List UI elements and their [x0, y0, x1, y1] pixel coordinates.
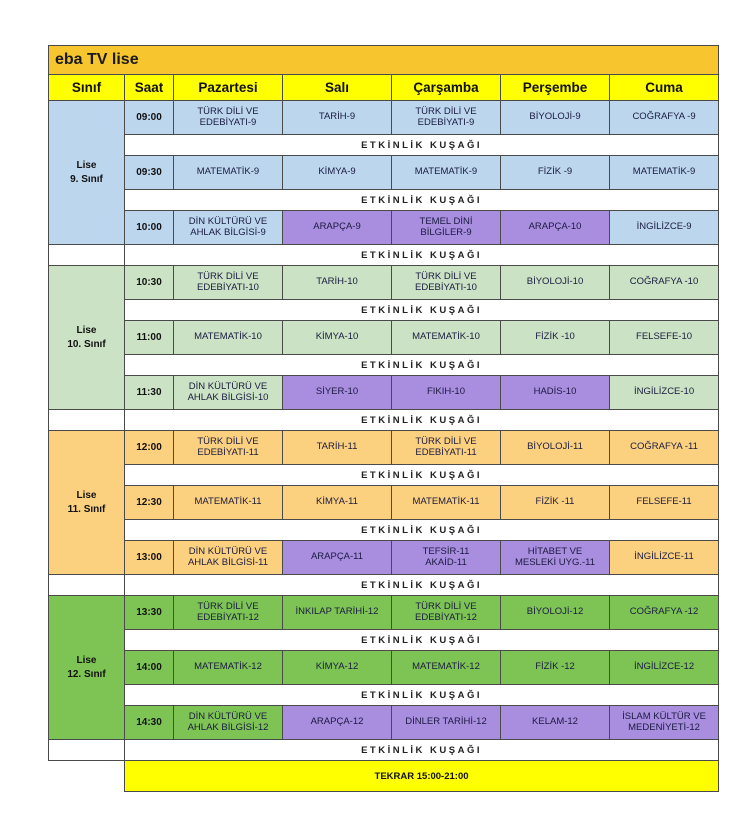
- lesson-text: EDEBİYATI-12: [415, 611, 477, 623]
- lesson-cell: [174, 211, 283, 245]
- lesson-text: KELAM-12: [532, 716, 578, 728]
- lesson-cell: [610, 486, 719, 520]
- lesson-text: BİYOLOJİ-10: [526, 276, 584, 288]
- lesson-cell: [501, 486, 610, 520]
- lesson-text: TARİH-9: [318, 111, 356, 123]
- lesson-text: TÜRK DİLİ VE: [415, 105, 477, 117]
- repeat-note: TEKRAR 15:00-21:00: [125, 761, 719, 792]
- activity-band-row: [49, 520, 719, 541]
- lesson-row: [49, 266, 719, 300]
- lesson-text: MESLEKİ UYG.-11: [514, 556, 596, 568]
- activity-band: ETKİNLİK KUŞAĞI: [125, 300, 719, 321]
- time-cell: 11:00: [125, 321, 174, 355]
- activity-band: ETKİNLİK KUŞAĞI: [125, 135, 719, 156]
- lesson-row: [49, 706, 719, 740]
- grade-label-line: 11. Sınıf: [67, 503, 106, 515]
- grade-label-line: 9. Sınıf: [70, 173, 103, 185]
- lesson-cell: [610, 431, 719, 465]
- lesson-cell: [610, 266, 719, 300]
- lesson-cell: [610, 706, 719, 740]
- lesson-text: FIKIH-10: [426, 386, 465, 398]
- lesson-text: COĞRAFYA -10: [629, 276, 699, 288]
- lesson-text: BİYOLOJİ-11: [527, 441, 583, 453]
- lesson-cell: [283, 101, 392, 135]
- lesson-cell: [174, 706, 283, 740]
- lesson-text: TÜRK DİLİ VE: [415, 270, 477, 282]
- lesson-cell: [283, 486, 392, 520]
- lesson-text: ARAPÇA-11: [310, 551, 364, 563]
- lesson-cell: [174, 266, 283, 300]
- lesson-text: DİN KÜLTÜRÜ VE: [188, 545, 268, 557]
- lesson-row: [49, 376, 719, 410]
- lesson-text: MATEMATİK-12: [412, 661, 480, 673]
- activity-band: ETKİNLİK KUŞAĞI: [125, 355, 719, 376]
- lesson-row: [49, 541, 719, 575]
- lesson-text: KİMYA-12: [315, 661, 359, 673]
- grade-label: [49, 431, 125, 575]
- activity-band: ETKİNLİK KUŞAĞI: [125, 410, 719, 431]
- lesson-cell: [392, 321, 501, 355]
- lesson-text: AHLAK BİLGİSİ-11: [187, 556, 269, 568]
- lesson-cell: [174, 486, 283, 520]
- lesson-cell: [174, 156, 283, 190]
- lesson-cell: [610, 596, 719, 630]
- lesson-text: TÜRK DİLİ VE: [197, 435, 259, 447]
- header-row: [49, 75, 719, 101]
- lesson-row: [49, 431, 719, 465]
- lesson-cell: [392, 706, 501, 740]
- time-cell: 13:00: [125, 541, 174, 575]
- time-cell: 12:30: [125, 486, 174, 520]
- lesson-text: TEMEL DİNİ: [419, 215, 473, 227]
- activity-band: ETKİNLİK KUŞAĞI: [125, 630, 719, 651]
- lesson-cell: [174, 651, 283, 685]
- time-cell: 14:30: [125, 706, 174, 740]
- lesson-text: MATEMATİK-11: [412, 496, 480, 508]
- lesson-text: FELSEFE-11: [636, 496, 692, 508]
- lesson-text: AKAİD-11: [425, 556, 467, 568]
- lesson-text: TARİH-11: [316, 441, 358, 453]
- footer-row: [49, 761, 719, 792]
- lesson-cell: [392, 486, 501, 520]
- lesson-text: MEDENİYETİ-12: [628, 721, 700, 733]
- lesson-cell: [174, 376, 283, 410]
- lesson-text: MATEMATİK-9: [196, 166, 260, 178]
- lesson-text: BİLGİLER-9: [420, 226, 472, 238]
- band-spacer: [49, 410, 125, 431]
- lesson-text: AHLAK BİLGİSİ-12: [187, 721, 269, 733]
- lesson-text: TÜRK DİLİ VE: [415, 600, 477, 612]
- lesson-cell: [392, 211, 501, 245]
- lesson-text: EDEBİYATI-10: [415, 281, 477, 293]
- lesson-text: DİN KÜLTÜRÜ VE: [188, 380, 268, 392]
- lesson-text: DİNLER TARİHİ-12: [405, 716, 487, 728]
- header-thursday: Perşembe: [501, 75, 610, 101]
- lesson-text: TÜRK DİLİ VE: [197, 600, 259, 612]
- lesson-text: AHLAK BİLGİSİ-9: [190, 226, 266, 238]
- lesson-cell: [174, 541, 283, 575]
- lesson-cell: [501, 596, 610, 630]
- lesson-text: COĞRAFYA -11: [630, 441, 698, 453]
- lesson-text: EDEBİYATI-9: [199, 116, 257, 128]
- lesson-cell: [283, 431, 392, 465]
- lesson-cell: [501, 266, 610, 300]
- lesson-cell: [283, 651, 392, 685]
- time-cell: 10:00: [125, 211, 174, 245]
- grade-label-line: Lise: [76, 159, 97, 171]
- time-cell: 13:30: [125, 596, 174, 630]
- activity-band: ETKİNLİK KUŞAĞI: [125, 575, 719, 596]
- lesson-cell: [283, 376, 392, 410]
- lesson-text: DİN KÜLTÜRÜ VE: [188, 710, 268, 722]
- lesson-cell: [501, 211, 610, 245]
- lesson-cell: [392, 376, 501, 410]
- header-friday: Cuma: [610, 75, 719, 101]
- lesson-cell: [174, 321, 283, 355]
- lesson-text: COĞRAFYA -12: [629, 606, 699, 618]
- lesson-text: COĞRAFYA -9: [632, 111, 696, 123]
- time-cell: 11:30: [125, 376, 174, 410]
- lesson-cell: [392, 156, 501, 190]
- lesson-cell: [283, 596, 392, 630]
- lesson-text: FİZİK -10: [535, 331, 575, 343]
- band-spacer: [49, 575, 125, 596]
- band-spacer: [49, 740, 125, 761]
- lesson-text: FİZİK -12: [535, 661, 575, 673]
- activity-band: ETKİNLİK KUŞAĞI: [125, 245, 719, 266]
- lesson-text: İNGİLİZCE-9: [636, 221, 692, 233]
- lesson-cell: [610, 211, 719, 245]
- header-monday: Pazartesi: [174, 75, 283, 101]
- lesson-text: BİYOLOJİ-9: [529, 111, 581, 123]
- header-wednesday: Çarşamba: [392, 75, 501, 101]
- lesson-row: [49, 101, 719, 135]
- lesson-text: TARİH-10: [316, 276, 358, 288]
- lesson-cell: [501, 156, 610, 190]
- activity-band: ETKİNLİK KUŞAĞI: [125, 465, 719, 486]
- activity-band: ETKİNLİK KUŞAĞI: [125, 520, 719, 541]
- grade-label: [49, 101, 125, 245]
- time-cell: 10:30: [125, 266, 174, 300]
- lesson-text: MATEMATİK-9: [414, 166, 478, 178]
- lesson-text: İNGİLİZCE-12: [633, 661, 695, 673]
- lesson-cell: [392, 541, 501, 575]
- activity-band: ETKİNLİK KUŞAĞI: [125, 190, 719, 211]
- lesson-text: KİMYA-9: [318, 166, 356, 178]
- lesson-row: [49, 321, 719, 355]
- lesson-cell: [501, 651, 610, 685]
- activity-band: ETKİNLİK KUŞAĞI: [125, 740, 719, 761]
- lesson-cell: [610, 541, 719, 575]
- lesson-text: EDEBİYATI-11: [415, 446, 477, 458]
- lesson-row: [49, 156, 719, 190]
- lesson-text: HADİS-10: [533, 386, 577, 398]
- lesson-text: MATEMATİK-12: [194, 661, 262, 673]
- lesson-row: [49, 211, 719, 245]
- grade-label-line: Lise: [76, 324, 97, 336]
- lesson-row: [49, 651, 719, 685]
- lesson-cell: [610, 321, 719, 355]
- activity-band-row: [49, 740, 719, 761]
- lesson-cell: [174, 596, 283, 630]
- header-tuesday: Salı: [283, 75, 392, 101]
- lesson-cell: [610, 376, 719, 410]
- lesson-cell: [283, 706, 392, 740]
- lesson-cell: [392, 101, 501, 135]
- lesson-text: EDEBİYATI-12: [197, 611, 259, 623]
- grade-label: [49, 266, 125, 410]
- lesson-text: TÜRK DİLİ VE: [415, 435, 477, 447]
- activity-band-row: [49, 355, 719, 376]
- schedule-table: [48, 45, 719, 792]
- lesson-text: MATEMATİK-10: [412, 331, 480, 343]
- lesson-text: ARAPÇA-12: [310, 716, 364, 728]
- lesson-cell: [501, 101, 610, 135]
- lesson-cell: [501, 541, 610, 575]
- lesson-text: EDEBİYATI-11: [197, 446, 259, 458]
- lesson-row: [49, 486, 719, 520]
- grade-label-line: 10. Sınıf: [67, 338, 106, 350]
- grade-label-line: Lise: [76, 654, 97, 666]
- schedule-title: eba TV lise: [49, 46, 719, 75]
- lesson-cell: [283, 266, 392, 300]
- lesson-cell: [610, 156, 719, 190]
- lesson-cell: [174, 431, 283, 465]
- lesson-cell: [501, 321, 610, 355]
- lesson-text: TÜRK DİLİ VE: [197, 270, 259, 282]
- lesson-text: EDEBİYATI-9: [417, 116, 475, 128]
- lesson-text: MATEMATİK-9: [632, 166, 696, 178]
- lesson-text: İNGİLİZCE-10: [633, 386, 695, 398]
- lesson-cell: [283, 156, 392, 190]
- lesson-cell: [501, 376, 610, 410]
- time-cell: 12:00: [125, 431, 174, 465]
- lesson-cell: [610, 101, 719, 135]
- footer-spacer: [49, 761, 125, 792]
- lesson-text: MATEMATİK-11: [194, 496, 262, 508]
- header-grade: Sınıf: [49, 75, 125, 101]
- lesson-text: KİMYA-11: [316, 496, 358, 508]
- lesson-cell: [392, 431, 501, 465]
- schedule-sheet: [48, 45, 718, 792]
- lesson-text: SİYER-10: [315, 386, 359, 398]
- activity-band-row: [49, 630, 719, 651]
- activity-band-row: [49, 300, 719, 321]
- grade-label-line: 12. Sınıf: [67, 668, 106, 680]
- lesson-text: FİZİK -11: [535, 496, 575, 508]
- activity-band-row: [49, 245, 719, 266]
- band-spacer: [49, 245, 125, 266]
- lesson-text: İSLAM KÜLTÜR VE: [622, 710, 706, 722]
- lesson-text: DİN KÜLTÜRÜ VE: [188, 215, 268, 227]
- activity-band-row: [49, 190, 719, 211]
- lesson-text: KİMYA-10: [315, 331, 359, 343]
- lesson-text: FELSEFE-10: [636, 331, 693, 343]
- lesson-text: ARAPÇA-9: [313, 221, 361, 233]
- lesson-row: [49, 596, 719, 630]
- lesson-text: ARAPÇA-10: [528, 221, 582, 233]
- lesson-text: TÜRK DİLİ VE: [197, 105, 259, 117]
- lesson-cell: [610, 651, 719, 685]
- activity-band-row: [49, 465, 719, 486]
- lesson-cell: [283, 321, 392, 355]
- activity-band-row: [49, 135, 719, 156]
- lesson-cell: [283, 541, 392, 575]
- lesson-cell: [501, 706, 610, 740]
- lesson-text: FİZİK -9: [537, 166, 573, 178]
- time-cell: 14:00: [125, 651, 174, 685]
- lesson-cell: [392, 596, 501, 630]
- lesson-cell: [501, 431, 610, 465]
- lesson-text: İNGİLİZCE-11: [634, 551, 694, 563]
- lesson-text: İNKILAP TARİHİ-12: [295, 606, 379, 618]
- activity-band-row: [49, 685, 719, 706]
- header-time: Saat: [125, 75, 174, 101]
- lesson-cell: [283, 211, 392, 245]
- time-cell: 09:30: [125, 156, 174, 190]
- lesson-text: HİTABET VE: [527, 545, 583, 557]
- lesson-text: MATEMATİK-10: [194, 331, 262, 343]
- time-cell: 09:00: [125, 101, 174, 135]
- lesson-text: EDEBİYATI-10: [197, 281, 259, 293]
- activity-band: ETKİNLİK KUŞAĞI: [125, 685, 719, 706]
- grade-label: [49, 596, 125, 740]
- activity-band-row: [49, 575, 719, 596]
- lesson-text: TEFSİR-11: [422, 545, 470, 557]
- lesson-cell: [174, 101, 283, 135]
- lesson-cell: [392, 266, 501, 300]
- lesson-text: AHLAK BİLGİSİ-10: [187, 391, 269, 403]
- activity-band-row: [49, 410, 719, 431]
- grade-label-line: Lise: [76, 489, 97, 501]
- lesson-text: BİYOLOJİ-12: [526, 606, 584, 618]
- lesson-cell: [392, 651, 501, 685]
